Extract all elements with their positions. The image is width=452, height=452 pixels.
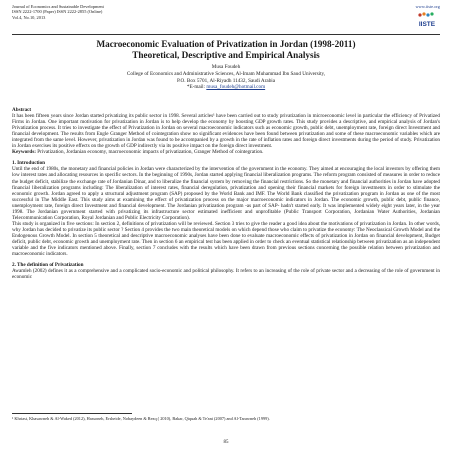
author-affiliation: College of Economics and Administrative Sciences, Al-Imam Muhammad Ibn Saud University, [126, 70, 326, 77]
page-number: 85 [223, 440, 229, 445]
logo-text: IISTE [418, 21, 436, 28]
iiste-logo-icon [414, 11, 440, 31]
abstract-heading: Abstract [12, 107, 32, 113]
keywords-label: Keywords: [12, 149, 36, 156]
header-divider [12, 34, 440, 35]
definition-heading: 2. The definition of Privatization [12, 262, 84, 269]
journal-volume: Vol.4, No.10, 2013 [12, 14, 46, 20]
journal-website-link[interactable]: www.iiste.org [415, 4, 440, 9]
author-email-link[interactable]: musa_foudeh@hotmail.com [206, 84, 266, 91]
journal-info [12, 4, 104, 20]
title-line-2: Theoretical, Descriptive and Empirical Analysis [132, 50, 320, 61]
introduction-heading: 1. Introduction [12, 160, 46, 167]
paper-title [20, 39, 432, 61]
author-address: P.O. Box 5701, Al-Riyadh 11432, Saudi Arabia [176, 77, 276, 84]
footnote: ¹ Khriast, Khasawneh & Al-Waked (2012), Hassoneh, Ersheide, Nobaydeen & Rezq ( 2010), Bakar, Qiquah & Te'ani (2007) and Al-Tarawneh (1999). [12, 416, 270, 421]
abstract-text: It has been fifteen years since Jordan started privatizing its public sector in 1998. Several articles¹ have been carried out to study privatization in microeconomic level in particular the efficiency of Privatized Firms in Jordan. One important motivation for privatization in Jordan is to help develop the economy by boosting GDP growth rates. This study provides a descriptive, and empirical analysis of Jordan's Privatization process. It tries to investigate the effect of Privatization in Jordan on several macroeconomic indicators such as economic growth, public debt, unemployment rate, foreign direct Investment and financial development. The results from Engle Granger Method of cointegration show no significant evidences have been found between privatization and some of these macroeconomic variables which are integrated from the same level. However, privatization in Jordan was found to be accompanied by a growth in the rate of inflation rates and foreign direct investments during the period of study. Privatization in Jordan exercises its positive effects on the growth of GDP indirectly via its positive impact on the foreign direct investment. [12, 113, 440, 150]
journal-issn: ISSN 2222-1700 (Paper) ISSN 2222-2855 (Online) [12, 9, 103, 15]
journal-header [12, 4, 440, 34]
paper-body [12, 107, 440, 280]
keywords-text: Privatization, Jordanian economy, macroeconomic impacts of privatization, Granger Method of cointegration. [37, 149, 264, 156]
introduction-paragraph-1: Until the end of 1980s, the monetary and financial policies in Jordan were characterized by the intervention of the government in the economy. They aimed at encouraging the local investors by offering them low interest rates and allocating resources in specific sectors. In the beginning of 1990s, Jordan started applying financial liberalization programs. The reform program consisted of measures in order to reduce the budget deficit, stabilize the exchange rate of Jordanian Dinar, and to liberalize the financial system by removing the financial restrictions. So the monetary and financial authorities in Jordan have adopted financial liberalization programs including: The liberalization of interest rates, financial deregulation, privatization and opening their financial markets for foreign investments in order to stimulate the economic growth. Jordan agreed to apply a structural adjustment program (SAP) proposed by the World Bank and IMF. The World Bank classified the privatization program in Jordan as one of the most successful in The Middle East. This study aims at examining the effect of privatization process on the major macroeconomic indicators in Jordan. The economic growth, public debt, public finance, unemployment rate, foreign direct Investment and financial development. The Jordanian privatization program -as part of SAP- hadn't started early. It was implemented widely eight years later, in the year 1998. The Jordanian government started with privatizing its infrastructure sector estimated inefficient and unprofitable (Public Transport Corporation, Jordanian Water Authorities, Jordanian Telecommunication Corporation, Royal Jordanian and Public Electricity Corporation). [12, 166, 440, 221]
definition-text: Awamleh (2002) defines it as a comprehensive and a complicated socio-economic and political philosophy. It refers to an increasing of the role of private sector and a decreasing of the role of government in economic [12, 268, 440, 281]
email-label: *E-mail: [186, 84, 206, 91]
author-name: Musa Foudeh [211, 64, 241, 70]
journal-name: Journal of Economics and Sustainable Development [12, 4, 104, 9]
author-block [20, 64, 432, 91]
introduction-paragraph-2: This study is organized in five sections: In section 2, definitions of privatization will be reviewed. Section 3 tries to give the reader a good idea about the motivations of privatization in Jordan. In other words, why Jordan has decided to privatize its public sector ? Section 4 provides the two main theoretical models on which depend those who claim to privatize the economy: The Neoclassical Growth Model and the Endogenous Growth Model. In section 5 theoretical and descriptive macroeconomic analyses have been done to evaluate macroeconomic effects of privatization in Jordan on financial development, Budget deficit, public debt, economic growth and unemployment rate. Then in section 6 an empirical test has been applied in order to check an eventual statistical relationship between privatization as an independent variable and the five indicators mentioned above. Finally, section 7 concludes with the results which have been drawn from previous sections concerning the possible relation between privatization and macroeconomic indicators. [12, 220, 440, 258]
author-email-line [20, 84, 432, 91]
title-line-1: Macroeconomic Evaluation of Privatization in Jordan (1998-2011) [96, 39, 356, 49]
footnote-divider [12, 413, 132, 414]
